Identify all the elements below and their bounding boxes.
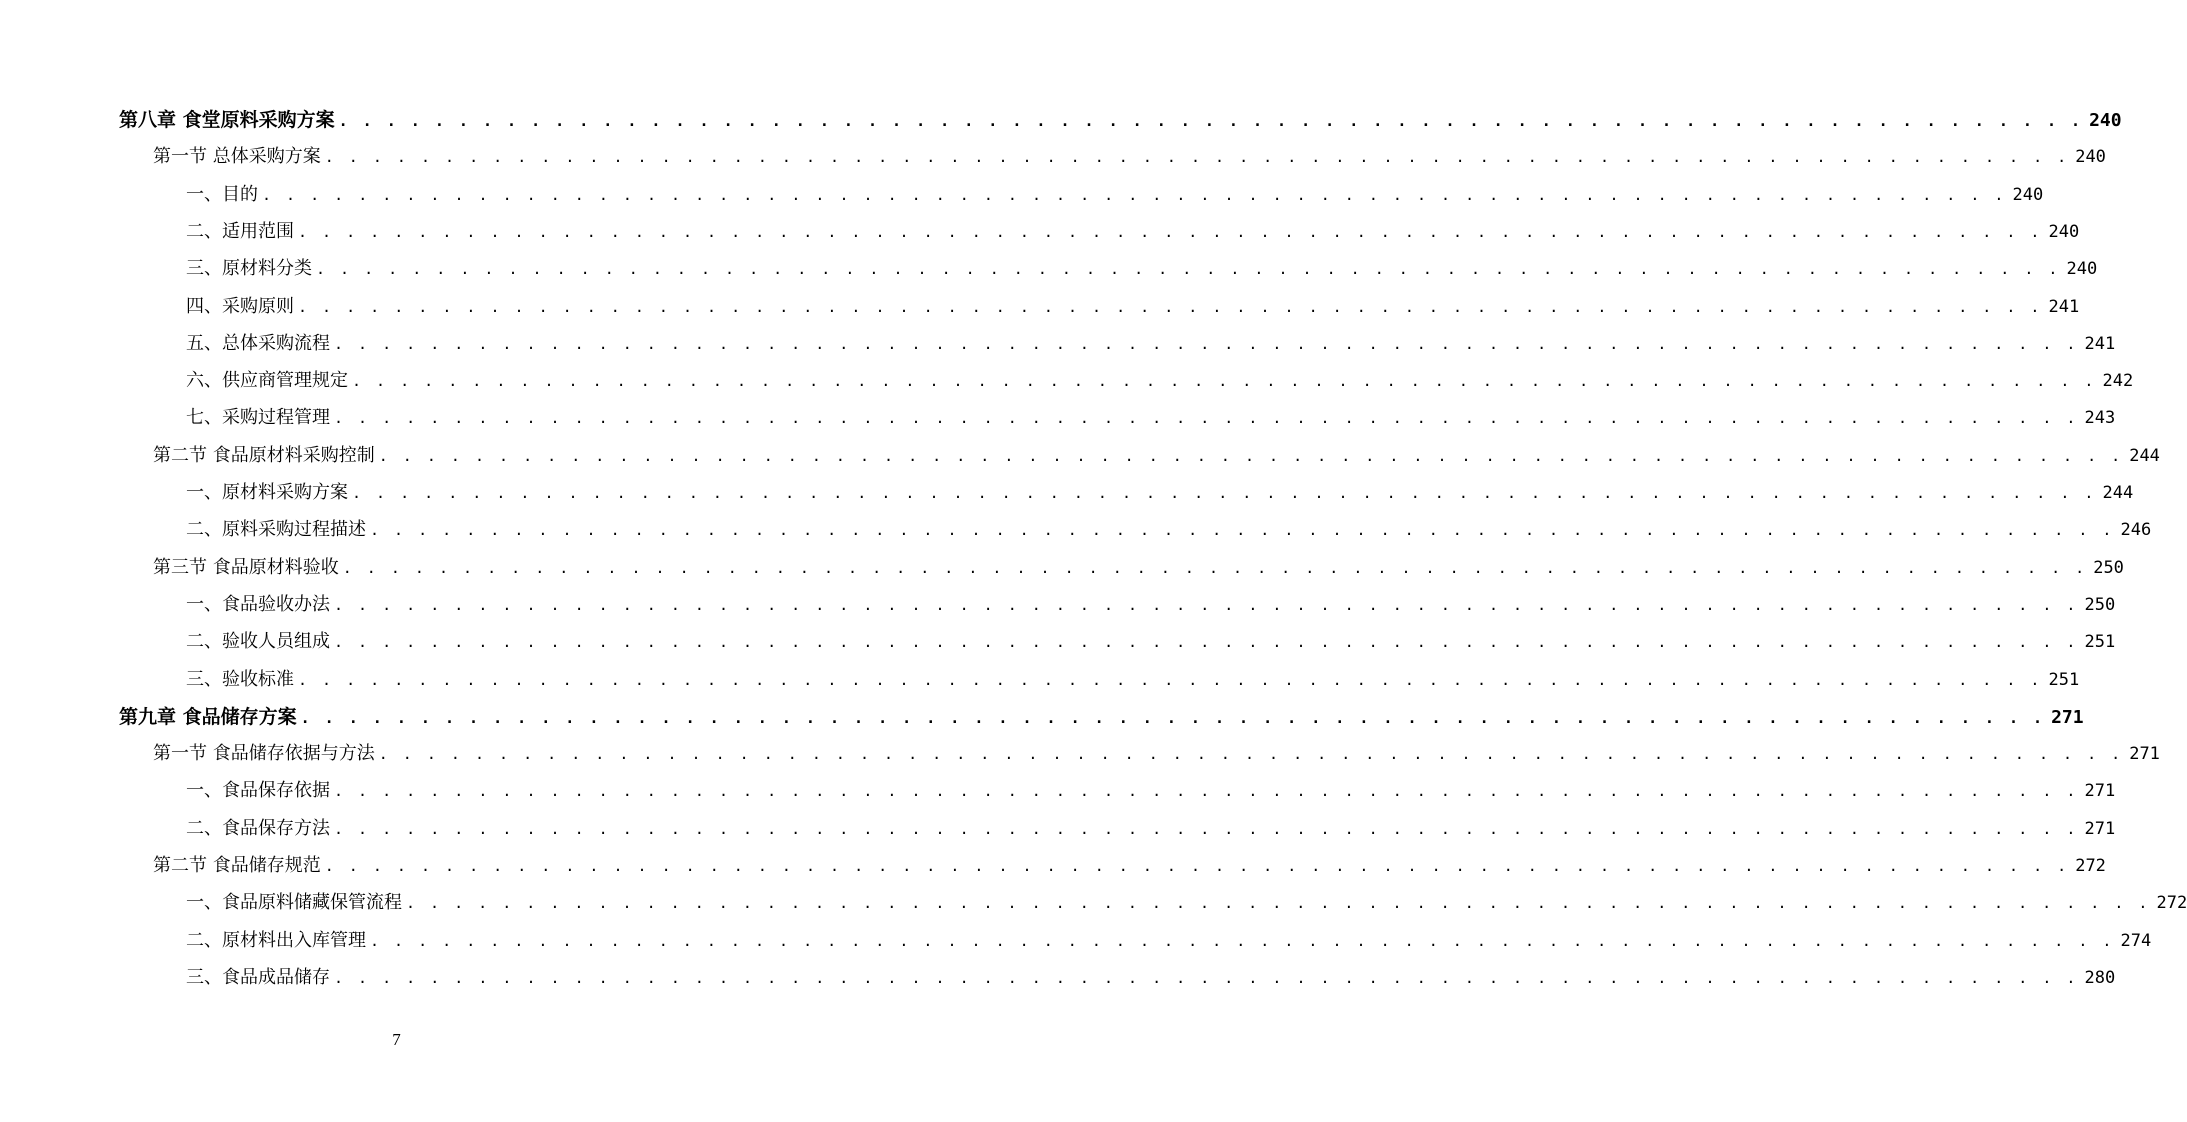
toc-entry-title: 一、食品验收办法 <box>186 593 330 615</box>
toc-chapter-entry[interactable] <box>119 702 2084 732</box>
toc-entry-title: 一、食品原料储藏保管流程 <box>186 892 402 914</box>
toc-dot-leader: . . . . . . . . . . . . . . . . . . . . . . . . . . . . . . . . . . . . . . . . . . . . . . . . . . . . . . . . . . . . . . . . . . . . . . . . . <box>378 745 2124 764</box>
toc-subsection-entry[interactable] <box>186 665 2080 695</box>
toc-subsection-entry[interactable] <box>186 329 2116 359</box>
toc-entry-title: 二、验收人员组成 <box>186 631 330 653</box>
toc-dot-leader: . . . . . . . . . . . . . . . . . . . . . . . . . . . . . . . . . . . . . . . . . . . . . . . . . . . . . . . . . . . . . . . . . . . . . . . . . <box>342 558 2088 577</box>
toc-subsection-entry[interactable] <box>186 627 2116 657</box>
toc-entry-page: 250 <box>2084 594 2116 615</box>
toc-entry-page: 240 <box>2075 147 2106 168</box>
toc-subsection-entry[interactable] <box>186 292 2080 322</box>
page-number: 7 <box>392 1030 401 1049</box>
toc-subsection-entry[interactable] <box>186 180 2044 210</box>
toc-subsection-entry[interactable] <box>186 590 2116 620</box>
toc-dot-leader: . . . . . . . . . . . . . . . . . . . . . . . . . . . . . . . . . . . . . . . . . . . . . . . . . . . . . . . . . . . . . . . . . . . . . . . . . <box>370 931 2115 950</box>
toc-subsection-entry[interactable] <box>186 254 2098 284</box>
toc-dot-leader: . . . . . . . . . . . . . . . . . . . . . . . . . . . . . . . . . . . . . . . . . . . . . . . . . . . . . . . . . . . . . . . . . . . . . . . . . <box>298 297 2043 316</box>
toc-entry-title: 二、原料采购过程描述 <box>186 519 366 541</box>
toc-entry-page: 272 <box>2156 893 2187 914</box>
toc-dot-leader: . . . . . . . . . . . . . . . . . . . . . . . . . . . . . . . . . . . . . . . . . . . . . . . . . . . . . . . . . . . . . . . . . . . . . . . . . <box>334 334 2079 353</box>
toc-subsection-entry[interactable] <box>186 515 2152 545</box>
toc-dot-leader: . . . . . . . . . . . . . . . . . . . . . . . . . . . . . . . . . . . . . . . . . . . . . . . . . . . . . . . . . . . . . . . . . . . . . . . . . <box>334 968 2079 987</box>
toc-entry-title: 二、原材料出入库管理 <box>186 929 366 951</box>
toc-entry-page: 246 <box>2120 520 2152 541</box>
toc-entry-title: 第三节 食品原材料验收 <box>153 556 339 578</box>
toc-entry-page: 251 <box>2048 669 2080 690</box>
toc-subsection-entry[interactable] <box>186 926 2152 956</box>
toc-subsection-entry[interactable] <box>186 963 2116 993</box>
toc-entry-title: 五、总体采购流程 <box>186 332 330 354</box>
toc-entry-page: 242 <box>2102 371 2134 392</box>
toc-entry-title: 三、原材料分类 <box>186 258 312 280</box>
toc-dot-leader: . . . . . . . . . . . . . . . . . . . . . . . . . . . . . . . . . . . . . . . . . . . . . . . . . . . . . . . . . . . . . . . . . . . . . . . . . <box>262 185 2007 204</box>
toc-entry-page: 240 <box>2089 110 2122 131</box>
toc-dot-leader: . . . . . . . . . . . . . . . . . . . . . . . . . . . . . . . . . . . . . . . . . . . . . . . . . . . . . . . . . . . . . . . . . . . . . . . . . <box>298 222 2043 241</box>
toc-entry-page: 272 <box>2075 856 2106 876</box>
toc-entry-title: 一、目的 <box>186 183 258 205</box>
toc-entry-title: 四、采购原则 <box>186 295 294 317</box>
toc-dot-leader: . . . . . . . . . . . . . . . . . . . . . . . . . . . . . . . . . . . . . . . . . . . . . . . . . . . . . . . . . . . . . . . . . . . . . . . . . <box>334 409 2079 428</box>
toc-entry-page: 280 <box>2084 967 2116 988</box>
toc-dot-leader: . . . . . . . . . . . . . . . . . . . . . . . . . . . . . . . . . . . . . . . . . . . . . . . . . . . . . . . . . . . . . . . . . . . . . . . . . <box>334 633 2079 652</box>
toc-entry-page: 250 <box>2093 557 2124 578</box>
toc-entry-page: 271 <box>2084 818 2116 839</box>
toc-entry-title: 第九章 食品储存方案 <box>119 705 297 728</box>
toc-dot-leader: . . . . . . . . . . . . . . . . . . . . . . . . . . . . . . . . . . . . . . . . . . . . . . . . . . . . . . . . . . . . . . . . . . . . . . . . . <box>370 521 2115 540</box>
toc-dot-leader: . . . . . . . . . . . . . . . . . . . . . . . . . . . . . . . . . . . . . . . . . . . . . . . . . . . . . . . . . . . . . . . . . . . . . . . . . <box>298 670 2043 689</box>
toc-entry-page: 271 <box>2129 744 2160 765</box>
toc-dot-leader: . . . . . . . . . . . . . . . . . . . . . . . . . . . . . . . . . . . . . . . . . . . . . . . . . . . . . . . . . . . . . . . . . . . . . . . . . <box>338 112 2084 130</box>
toc-entry-page: 240 <box>2066 259 2098 280</box>
toc-entry-page: 240 <box>2012 184 2044 205</box>
toc-chapter-entry[interactable] <box>119 105 2122 135</box>
toc-subsection-entry[interactable] <box>186 888 2187 918</box>
toc-entry-title: 第八章 食堂原料采购方案 <box>119 109 335 131</box>
toc-section-entry[interactable] <box>153 851 2106 881</box>
toc-section-entry[interactable] <box>153 142 2106 172</box>
toc-entry-title: 第二节 食品储存规范 <box>153 855 321 876</box>
toc-entry-title: 六、供应商管理规定 <box>186 370 348 392</box>
toc-entry-page: 271 <box>2051 706 2084 728</box>
toc-section-entry[interactable] <box>153 739 2160 769</box>
toc-entry-title: 二、适用范围 <box>186 220 294 242</box>
toc-entry-page: 244 <box>2129 445 2160 466</box>
toc-entry-title: 三、验收标准 <box>186 668 294 690</box>
toc-dot-leader: . . . . . . . . . . . . . . . . . . . . . . . . . . . . . . . . . . . . . . . . . . . . . . . . . . . . . . . . . . . . . . . . . . . . . . . . . <box>324 148 2070 167</box>
toc-entry-page: 251 <box>2084 632 2116 653</box>
toc-entry-page: 271 <box>2084 781 2116 802</box>
toc-subsection-entry[interactable] <box>186 814 2116 844</box>
toc-subsection-entry[interactable] <box>186 403 2116 433</box>
toc-entry-title: 一、原材料采购方案 <box>186 482 348 503</box>
toc-dot-leader: . . . . . . . . . . . . . . . . . . . . . . . . . . . . . . . . . . . . . . . . . . . . . . . . . . . . . . . . . . . . . . . . . . . . . . . . . <box>406 894 2151 913</box>
toc-entry-title: 三、食品成品储存 <box>186 966 330 988</box>
toc-section-entry[interactable] <box>153 553 2124 583</box>
toc-subsection-entry[interactable] <box>186 217 2080 247</box>
toc-entry-page: 241 <box>2048 296 2080 317</box>
toc-subsection-entry[interactable] <box>186 776 2116 806</box>
toc-dot-leader: . . . . . . . . . . . . . . . . . . . . . . . . . . . . . . . . . . . . . . . . . . . . . . . . . . . . . . . . . . . . . . . . . . . . . . . . . <box>352 372 2097 391</box>
toc-section-entry[interactable] <box>153 441 2160 471</box>
toc-entry-page: 240 <box>2048 221 2080 242</box>
toc-entry-title: 第一节 总体采购方案 <box>153 146 321 168</box>
toc-entry-page: 243 <box>2084 408 2116 429</box>
toc-entry-title: 一、食品保存依据 <box>186 780 330 802</box>
toc-subsection-entry[interactable] <box>186 478 2134 508</box>
toc-dot-leader: . . . . . . . . . . . . . . . . . . . . . . . . . . . . . . . . . . . . . . . . . . . . . . . . . . . . . . . . . . . . . . . . . . . . . . . . . <box>300 708 2046 727</box>
toc-dot-leader: . . . . . . . . . . . . . . . . . . . . . . . . . . . . . . . . . . . . . . . . . . . . . . . . . . . . . . . . . . . . . . . . . . . . . . . . . <box>352 484 2097 502</box>
toc-dot-leader: . . . . . . . . . . . . . . . . . . . . . . . . . . . . . . . . . . . . . . . . . . . . . . . . . . . . . . . . . . . . . . . . . . . . . . . . . <box>324 857 2070 875</box>
toc-entry-title: 二、食品保存方法 <box>186 817 330 839</box>
toc-entry-page: 244 <box>2102 483 2134 503</box>
toc-entry-title: 七、采购过程管理 <box>186 407 330 429</box>
toc-dot-leader: . . . . . . . . . . . . . . . . . . . . . . . . . . . . . . . . . . . . . . . . . . . . . . . . . . . . . . . . . . . . . . . . . . . . . . . . . <box>378 446 2124 465</box>
toc-entry-title: 第二节 食品原材料采购控制 <box>153 444 375 466</box>
toc-dot-leader: . . . . . . . . . . . . . . . . . . . . . . . . . . . . . . . . . . . . . . . . . . . . . . . . . . . . . . . . . . . . . . . . . . . . . . . . . <box>316 260 2061 279</box>
toc-dot-leader: . . . . . . . . . . . . . . . . . . . . . . . . . . . . . . . . . . . . . . . . . . . . . . . . . . . . . . . . . . . . . . . . . . . . . . . . . <box>334 782 2079 801</box>
toc-entry-page: 274 <box>2120 930 2152 951</box>
toc-entry-page: 241 <box>2084 333 2116 354</box>
toc-subsection-entry[interactable] <box>186 366 2134 396</box>
toc-entry-title: 第一节 食品储存依据与方法 <box>153 743 375 765</box>
toc-dot-leader: . . . . . . . . . . . . . . . . . . . . . . . . . . . . . . . . . . . . . . . . . . . . . . . . . . . . . . . . . . . . . . . . . . . . . . . . . <box>334 819 2079 838</box>
toc-dot-leader: . . . . . . . . . . . . . . . . . . . . . . . . . . . . . . . . . . . . . . . . . . . . . . . . . . . . . . . . . . . . . . . . . . . . . . . . . <box>334 595 2079 614</box>
